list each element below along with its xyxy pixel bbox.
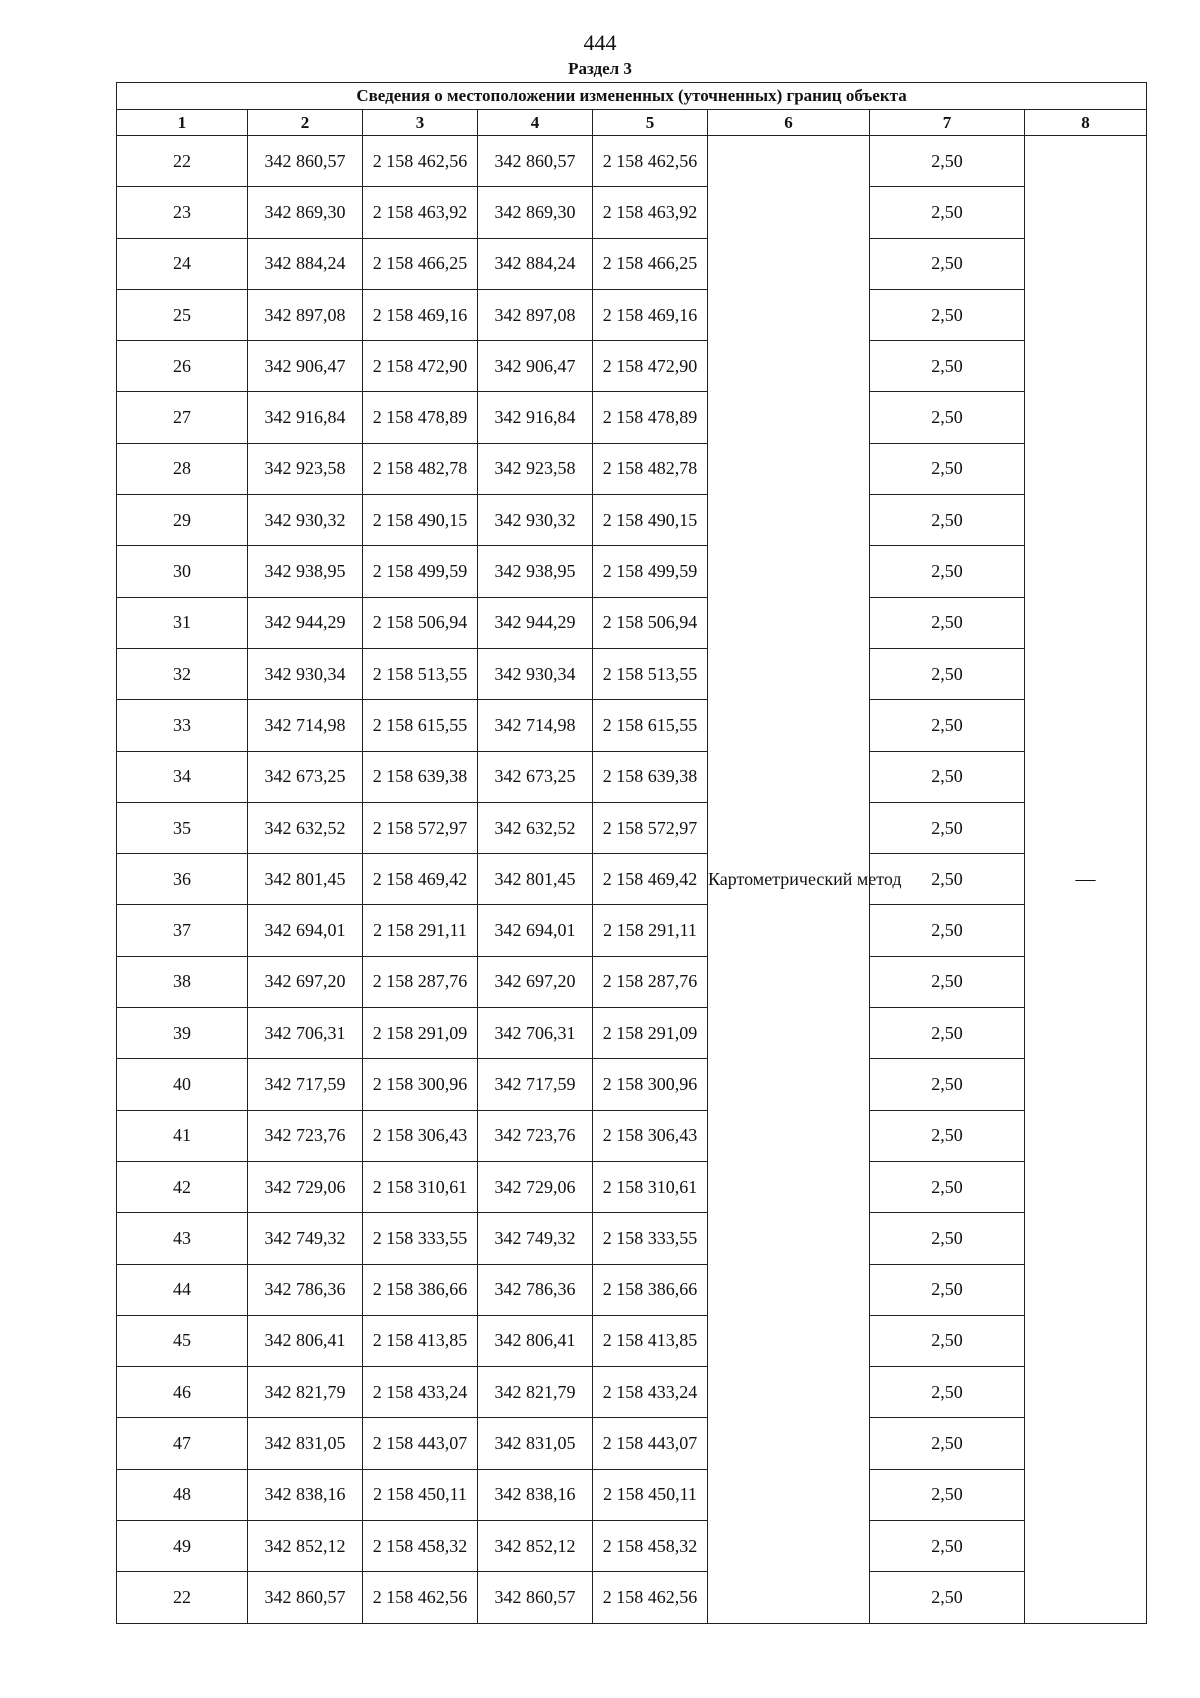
cell-point: 23 [117,187,248,238]
cell-point: 47 [117,1418,248,1469]
table-row [117,1521,1147,1572]
cell-accuracy: 2,50 [870,187,1025,238]
cell-accuracy: 2,50 [870,1059,1025,1110]
cell-x-new: 342 944,29 [478,597,593,648]
cell-y-new: 2 158 482,78 [593,443,708,494]
cell-point: 44 [117,1264,248,1315]
table-row [117,238,1147,289]
cell-accuracy: 2,50 [870,1521,1025,1572]
cell-point: 29 [117,495,248,546]
column-number-header: 7 [870,110,1025,136]
cell-col8: — [1025,136,1147,1624]
cell-accuracy: 2,50 [870,289,1025,340]
table-body [117,136,1147,1624]
cell-x-new: 342 869,30 [478,187,593,238]
cell-point: 36 [117,854,248,905]
cell-y-old: 2 158 443,07 [363,1418,478,1469]
cell-x-old: 342 884,24 [248,238,363,289]
cell-y-new: 2 158 333,55 [593,1213,708,1264]
cell-y-old: 2 158 287,76 [363,956,478,1007]
cell-point: 28 [117,443,248,494]
cell-y-new: 2 158 291,11 [593,905,708,956]
cell-x-new: 342 906,47 [478,341,593,392]
cell-y-new: 2 158 291,09 [593,1008,708,1059]
cell-point: 35 [117,802,248,853]
cell-y-old: 2 158 291,09 [363,1008,478,1059]
cell-y-old: 2 158 615,55 [363,700,478,751]
cell-x-new: 342 806,41 [478,1315,593,1366]
table-row [117,597,1147,648]
table-row [117,1008,1147,1059]
cell-y-old: 2 158 306,43 [363,1110,478,1161]
table-row [117,1315,1147,1366]
cell-y-old: 2 158 291,11 [363,905,478,956]
cell-x-old: 342 717,59 [248,1059,363,1110]
table-row [117,495,1147,546]
cell-point: 27 [117,392,248,443]
cell-y-new: 2 158 450,11 [593,1469,708,1520]
column-number-header: 8 [1025,110,1147,136]
cell-x-new: 342 897,08 [478,289,593,340]
cell-y-new: 2 158 462,56 [593,1572,708,1623]
table-row [117,700,1147,751]
cell-x-new: 342 706,31 [478,1008,593,1059]
cell-x-old: 342 869,30 [248,187,363,238]
cell-y-new: 2 158 572,97 [593,802,708,853]
cell-x-old: 342 831,05 [248,1418,363,1469]
cell-x-new: 342 930,32 [478,495,593,546]
cell-x-new: 342 697,20 [478,956,593,1007]
cell-y-old: 2 158 513,55 [363,648,478,699]
cell-point: 22 [117,136,248,187]
cell-accuracy: 2,50 [870,1264,1025,1315]
column-number-header: 6 [708,110,870,136]
cell-accuracy: 2,50 [870,443,1025,494]
cell-x-new: 342 821,79 [478,1367,593,1418]
cell-x-new: 342 673,25 [478,751,593,802]
boundary-coordinates-table [116,82,1147,1624]
table-row [117,854,1147,905]
table-row [117,1367,1147,1418]
cell-y-new: 2 158 306,43 [593,1110,708,1161]
table-row [117,546,1147,597]
cell-accuracy: 2,50 [870,854,1025,905]
cell-x-old: 342 806,41 [248,1315,363,1366]
cell-x-old: 342 852,12 [248,1521,363,1572]
cell-y-old: 2 158 572,97 [363,802,478,853]
cell-x-new: 342 831,05 [478,1418,593,1469]
cell-x-old: 342 729,06 [248,1161,363,1212]
cell-y-new: 2 158 463,92 [593,187,708,238]
cell-point: 25 [117,289,248,340]
cell-y-old: 2 158 472,90 [363,341,478,392]
table-caption: Сведения о местоположении измененных (уточненных) границ объекта [117,83,1147,110]
cell-y-old: 2 158 433,24 [363,1367,478,1418]
column-number-header: 1 [117,110,248,136]
cell-x-old: 342 930,34 [248,648,363,699]
cell-y-old: 2 158 462,56 [363,1572,478,1623]
cell-point: 34 [117,751,248,802]
cell-y-new: 2 158 310,61 [593,1161,708,1212]
cell-y-new: 2 158 466,25 [593,238,708,289]
cell-x-old: 342 860,57 [248,136,363,187]
cell-point: 43 [117,1213,248,1264]
cell-x-old: 342 897,08 [248,289,363,340]
cell-y-old: 2 158 333,55 [363,1213,478,1264]
cell-x-old: 342 838,16 [248,1469,363,1520]
cell-y-new: 2 158 458,32 [593,1521,708,1572]
table-row [117,1469,1147,1520]
cell-x-new: 342 860,57 [478,136,593,187]
table-row [117,648,1147,699]
cell-accuracy: 2,50 [870,802,1025,853]
cell-y-new: 2 158 469,16 [593,289,708,340]
cell-accuracy: 2,50 [870,1572,1025,1623]
cell-y-new: 2 158 413,85 [593,1315,708,1366]
cell-x-new: 342 729,06 [478,1161,593,1212]
table-row [117,1161,1147,1212]
cell-y-old: 2 158 300,96 [363,1059,478,1110]
cell-y-old: 2 158 482,78 [363,443,478,494]
cell-accuracy: 2,50 [870,700,1025,751]
cell-accuracy: 2,50 [870,1008,1025,1059]
cell-point: 37 [117,905,248,956]
cell-x-new: 342 930,34 [478,648,593,699]
cell-y-new: 2 158 615,55 [593,700,708,751]
cell-accuracy: 2,50 [870,1213,1025,1264]
cell-y-new: 2 158 433,24 [593,1367,708,1418]
cell-y-old: 2 158 462,56 [363,136,478,187]
cell-x-old: 342 860,57 [248,1572,363,1623]
cell-accuracy: 2,50 [870,1469,1025,1520]
table-row [117,392,1147,443]
cell-y-new: 2 158 513,55 [593,648,708,699]
cell-y-new: 2 158 443,07 [593,1418,708,1469]
table-row [117,1213,1147,1264]
cell-y-new: 2 158 462,56 [593,136,708,187]
cell-x-new: 342 916,84 [478,392,593,443]
cell-x-old: 342 786,36 [248,1264,363,1315]
table-row [117,136,1147,187]
cell-point: 24 [117,238,248,289]
table-row [117,751,1147,802]
cell-x-old: 342 673,25 [248,751,363,802]
cell-accuracy: 2,50 [870,597,1025,648]
cell-y-new: 2 158 472,90 [593,341,708,392]
cell-x-old: 342 723,76 [248,1110,363,1161]
cell-x-old: 342 916,84 [248,392,363,443]
cell-x-new: 342 884,24 [478,238,593,289]
cell-y-old: 2 158 639,38 [363,751,478,802]
cell-y-new: 2 158 469,42 [593,854,708,905]
cell-y-old: 2 158 386,66 [363,1264,478,1315]
cell-point: 31 [117,597,248,648]
cell-y-old: 2 158 310,61 [363,1161,478,1212]
cell-y-new: 2 158 506,94 [593,597,708,648]
cell-y-old: 2 158 469,16 [363,289,478,340]
cell-y-old: 2 158 490,15 [363,495,478,546]
cell-accuracy: 2,50 [870,751,1025,802]
cell-x-new: 342 852,12 [478,1521,593,1572]
cell-point: 38 [117,956,248,1007]
cell-y-old: 2 158 413,85 [363,1315,478,1366]
cell-x-new: 342 714,98 [478,700,593,751]
cell-x-old: 342 706,31 [248,1008,363,1059]
cell-y-new: 2 158 499,59 [593,546,708,597]
cell-accuracy: 2,50 [870,341,1025,392]
cell-x-old: 342 930,32 [248,495,363,546]
cell-accuracy: 2,50 [870,1367,1025,1418]
section-title: Раздел 3 [568,59,632,78]
cell-x-old: 342 944,29 [248,597,363,648]
table-row [117,289,1147,340]
cell-point: 33 [117,700,248,751]
cell-point: 42 [117,1161,248,1212]
cell-x-old: 342 801,45 [248,854,363,905]
cell-x-old: 342 714,98 [248,700,363,751]
table-row [117,1059,1147,1110]
cell-x-old: 342 923,58 [248,443,363,494]
cell-accuracy: 2,50 [870,956,1025,1007]
table-row [117,905,1147,956]
cell-accuracy: 2,50 [870,495,1025,546]
cell-y-old: 2 158 506,94 [363,597,478,648]
cell-y-old: 2 158 458,32 [363,1521,478,1572]
table-row [117,802,1147,853]
cell-accuracy: 2,50 [870,238,1025,289]
cell-y-old: 2 158 463,92 [363,187,478,238]
cell-accuracy: 2,50 [870,392,1025,443]
table-row [117,1264,1147,1315]
cell-point: 30 [117,546,248,597]
table-row [117,1418,1147,1469]
cell-y-new: 2 158 490,15 [593,495,708,546]
cell-point: 49 [117,1521,248,1572]
column-number-header: 2 [248,110,363,136]
cell-method: Картометрический метод [708,136,870,1624]
cell-accuracy: 2,50 [870,1110,1025,1161]
cell-y-new: 2 158 386,66 [593,1264,708,1315]
cell-point: 39 [117,1008,248,1059]
column-numbers-row [117,110,1147,136]
cell-y-new: 2 158 287,76 [593,956,708,1007]
cell-x-new: 342 923,58 [478,443,593,494]
cell-accuracy: 2,50 [870,136,1025,187]
cell-point: 32 [117,648,248,699]
cell-y-old: 2 158 450,11 [363,1469,478,1520]
page-number: 444 [583,30,617,55]
cell-x-new: 342 786,36 [478,1264,593,1315]
cell-accuracy: 2,50 [870,1418,1025,1469]
column-number-header: 5 [593,110,708,136]
cell-y-new: 2 158 300,96 [593,1059,708,1110]
cell-accuracy: 2,50 [870,905,1025,956]
table-row [117,443,1147,494]
cell-x-new: 342 801,45 [478,854,593,905]
cell-y-old: 2 158 499,59 [363,546,478,597]
cell-accuracy: 2,50 [870,1315,1025,1366]
cell-x-new: 342 749,32 [478,1213,593,1264]
cell-y-new: 2 158 478,89 [593,392,708,443]
cell-point: 48 [117,1469,248,1520]
cell-x-new: 342 717,59 [478,1059,593,1110]
cell-x-old: 342 938,95 [248,546,363,597]
cell-point: 22 [117,1572,248,1623]
cell-accuracy: 2,50 [870,1161,1025,1212]
cell-x-old: 342 906,47 [248,341,363,392]
cell-x-old: 342 697,20 [248,956,363,1007]
column-number-header: 4 [478,110,593,136]
cell-y-old: 2 158 466,25 [363,238,478,289]
table-row [117,1572,1147,1623]
cell-x-old: 342 821,79 [248,1367,363,1418]
cell-accuracy: 2,50 [870,546,1025,597]
table-row [117,1110,1147,1161]
cell-x-new: 342 838,16 [478,1469,593,1520]
cell-accuracy: 2,50 [870,648,1025,699]
cell-point: 41 [117,1110,248,1161]
cell-x-new: 342 938,95 [478,546,593,597]
cell-x-new: 342 723,76 [478,1110,593,1161]
cell-x-new: 342 694,01 [478,905,593,956]
cell-y-old: 2 158 469,42 [363,854,478,905]
cell-point: 46 [117,1367,248,1418]
cell-point: 26 [117,341,248,392]
cell-x-new: 342 632,52 [478,802,593,853]
cell-x-new: 342 860,57 [478,1572,593,1623]
table-row [117,187,1147,238]
cell-x-old: 342 694,01 [248,905,363,956]
cell-point: 45 [117,1315,248,1366]
cell-x-old: 342 632,52 [248,802,363,853]
table-row [117,341,1147,392]
cell-y-old: 2 158 478,89 [363,392,478,443]
cell-y-new: 2 158 639,38 [593,751,708,802]
column-number-header: 3 [363,110,478,136]
table-row [117,956,1147,1007]
cell-x-old: 342 749,32 [248,1213,363,1264]
cell-point: 40 [117,1059,248,1110]
